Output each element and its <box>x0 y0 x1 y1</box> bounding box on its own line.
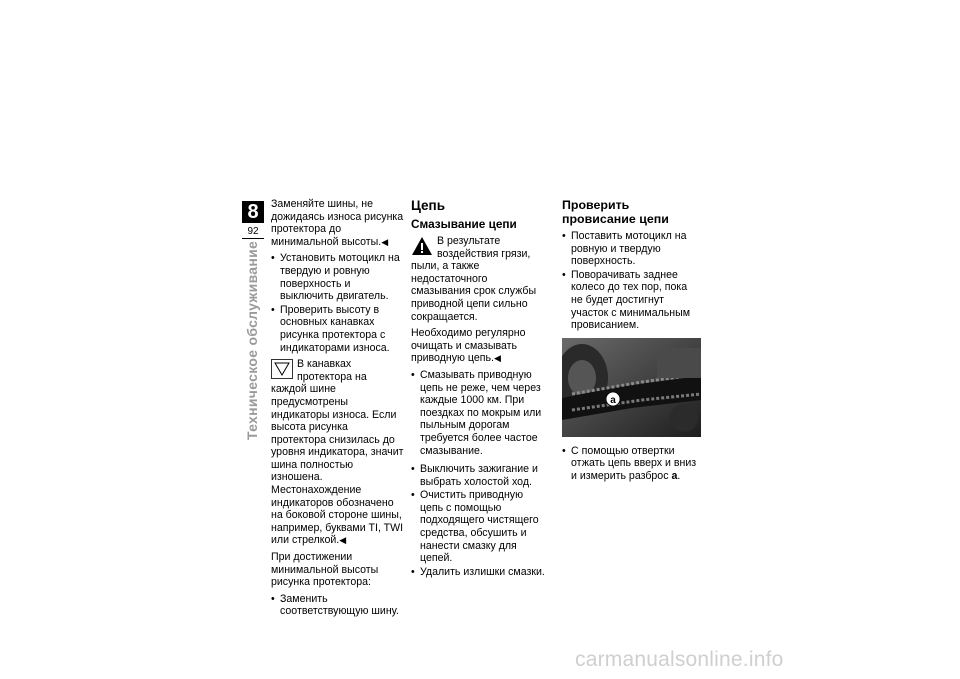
list-item: • Выключить зажигание и выбрать холостой ход. <box>411 463 549 488</box>
list-item: • Поставить мотоцикл на ровную и твердую поверхность. <box>562 230 701 268</box>
chain-photo-image <box>562 338 701 437</box>
end-mark-icon: ◀ <box>493 353 501 364</box>
section-heading: Проверить провисание цепи <box>562 198 669 226</box>
info-triangle-icon <box>271 359 293 379</box>
slack-steps <box>562 230 701 332</box>
measure-period: . <box>677 469 681 482</box>
list-item: • Смазывать приводную цепь не реже, чем через каждые 1000 км. При поездках по мокрым или пыльным дорогам требуется более частое смазывание. <box>411 369 549 457</box>
list-item: • Очистить приводную цепь с помощью подходящего чистящего средства, обсушить и нанести смазку для цепей. <box>411 489 549 565</box>
measure-steps <box>562 445 701 483</box>
chapter-number-tab: 8 <box>242 201 264 223</box>
list-item: • Проверить высоту в основных канавках рисунка протектора с индикаторами износа. <box>271 304 405 354</box>
column-chain-slack <box>562 198 701 487</box>
section-heading: Цепь <box>411 198 445 213</box>
column-tires <box>271 198 405 622</box>
page-number: 92 <box>247 226 259 237</box>
column-chain-lube <box>411 198 549 582</box>
intro-text: Заменяйте шины, не дожидаясь износа рисунка протектора до минимальной высоты. <box>271 198 404 248</box>
list-item: • Удалить излишки смазки. <box>411 566 549 579</box>
list-item: • Заменить соответствующую шину. <box>271 593 405 618</box>
warning-followup-text: Необходимо регулярно очищать и смазывать приводную цепь. <box>411 327 526 365</box>
min-height-paragraph: При достижении минимальной высоты рисунка протектора: <box>271 551 379 589</box>
intro-paragraph <box>271 198 405 248</box>
measure-text: С помощью отвертки отжать цепь вверх и вниз и измерить разброс <box>571 444 697 482</box>
end-mark-icon: ◀ <box>381 236 389 247</box>
end-mark-icon: ◀ <box>339 535 347 546</box>
list-item <box>562 445 701 483</box>
subsection-heading: Смазывание цепи <box>411 217 517 231</box>
page-number-divider <box>242 238 264 239</box>
warning-followup-paragraph <box>411 327 549 365</box>
chapter-title-vertical: Техническое обслуживание <box>244 240 260 440</box>
note-text: В канавках протектора на каждой шине предусмотрены индикаторы износа. Если высота рисунка протектора снизилась до уровня индикатора, значит шина полностью изношена. Местонахождение индикаторов обозначено на боковой стороне шины, например, буквами TI, TWI или стрелкой. <box>271 358 404 547</box>
info-note <box>271 358 405 547</box>
warning-note <box>411 235 549 323</box>
list-item: • Установить мотоцикл на твердую и ровную поверхность и выключить двигатель. <box>271 252 405 302</box>
photo-callout-a: a <box>610 394 616 406</box>
warning-text: В результате воздействия грязи, пыли, а также недостаточного смазывания срок службы приводной цепи сильно сокращается. <box>411 235 537 323</box>
warning-icon <box>411 236 433 256</box>
chain-lube-steps <box>411 369 549 579</box>
chain-photo <box>562 338 701 437</box>
list-item: • Поворачивать заднее колесо до тех пор, пока не будет достигнут участок с минимальным провисанием. <box>562 269 701 332</box>
note-text-paragraph <box>271 358 405 547</box>
watermark-link[interactable]: carmanualsonline.info <box>575 648 784 671</box>
measure-label: a <box>671 469 678 482</box>
tire-steps-list <box>271 252 405 354</box>
replace-list <box>271 593 405 618</box>
